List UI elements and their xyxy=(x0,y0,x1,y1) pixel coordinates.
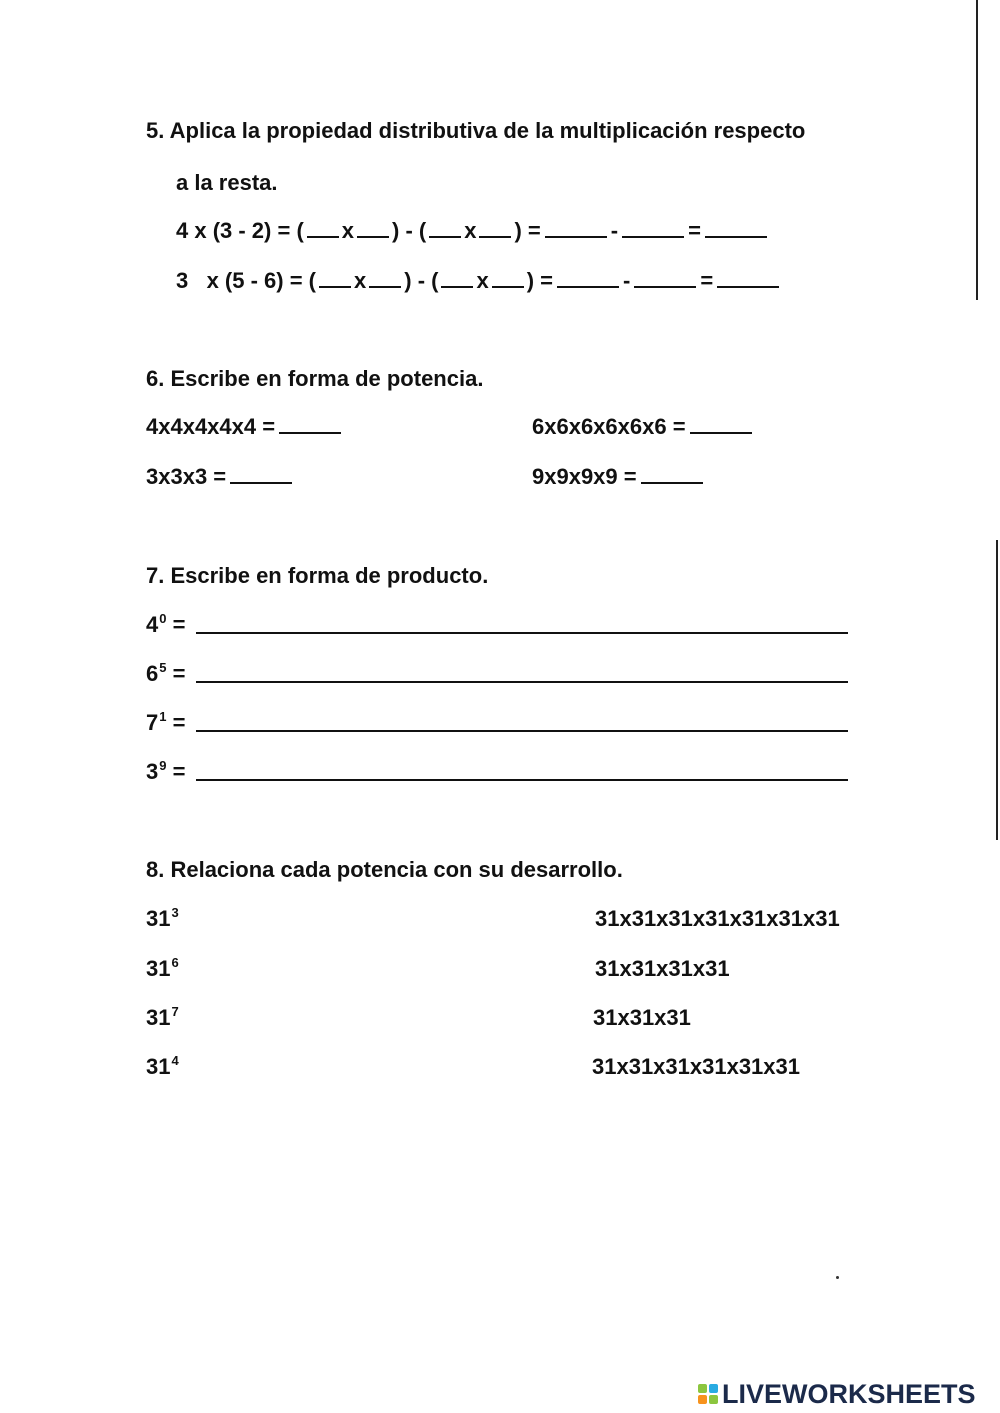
logo-square-orange xyxy=(698,1395,707,1404)
power-base: 3 xyxy=(146,759,159,784)
q8-power-1[interactable] xyxy=(146,906,179,935)
power-exponent: 5 xyxy=(159,660,167,675)
minus-sign: - xyxy=(623,268,631,293)
q6-item-4-label: 9x9x9x9 = xyxy=(532,464,637,489)
q8-expansion-2[interactable]: 31x31x31x31 xyxy=(595,956,730,981)
power-exponent: 7 xyxy=(171,1004,179,1019)
q7-item-4 xyxy=(146,759,185,788)
times-sign: x xyxy=(476,268,489,293)
logo-square-blue xyxy=(709,1384,718,1393)
scan-edge-top-right xyxy=(976,0,978,300)
power-exponent: 6 xyxy=(171,955,179,970)
equals-sign: = xyxy=(688,218,701,243)
q5-line-2-mid: ) - ( xyxy=(404,268,439,293)
blank-1a[interactable] xyxy=(307,218,339,238)
power-base: 31 xyxy=(146,956,171,981)
times-sign: x xyxy=(354,268,367,293)
q6-answer-4[interactable] xyxy=(641,464,703,484)
blank-2c[interactable] xyxy=(441,268,473,288)
q8-power-3[interactable] xyxy=(146,1005,179,1034)
power-base: 7 xyxy=(146,710,159,735)
minus-sign: - xyxy=(610,218,619,243)
q7-answer-line-4[interactable] xyxy=(196,779,848,781)
logo-text: LIVEWORKSHEETS xyxy=(722,1378,976,1409)
q7-item-2 xyxy=(146,661,185,690)
q8-power-2[interactable] xyxy=(146,956,179,985)
q5-line-1-close: ) = xyxy=(514,218,541,243)
power-base: 31 xyxy=(146,1005,171,1030)
power-base: 6 xyxy=(146,661,159,686)
q8-expansion-3[interactable]: 31x31x31 xyxy=(593,1005,691,1030)
scan-dot xyxy=(836,1276,839,1279)
q5-title: 5. Aplica la propiedad distributiva de la multiplicación respecto xyxy=(146,118,806,143)
q6-item-3-label: 3x3x3 = xyxy=(146,464,227,489)
power-base: 4 xyxy=(146,612,159,637)
power-exponent: 9 xyxy=(159,758,167,773)
blank-2f[interactable] xyxy=(634,268,696,288)
scan-edge-mid-right xyxy=(996,540,998,840)
q5-line-1-lead: 4 x (3 - 2) = ( xyxy=(176,218,304,243)
q6-item-1 xyxy=(146,414,345,440)
logo-square-green-2 xyxy=(709,1395,718,1404)
power-base: 31 xyxy=(146,1054,171,1079)
q6-item-2-label: 6x6x6x6x6x6 = xyxy=(532,414,686,439)
power-base: 31 xyxy=(146,906,171,931)
q7-answer-line-3[interactable] xyxy=(196,730,848,732)
q5-line-2 xyxy=(176,268,783,294)
q6-answer-3[interactable] xyxy=(230,464,292,484)
q7-title: 7. Escribe en forma de producto. xyxy=(146,563,489,588)
q7-item-1 xyxy=(146,612,185,641)
blank-1f[interactable] xyxy=(622,218,684,238)
q8-title: 8. Relaciona cada potencia con su desarrollo. xyxy=(146,857,623,882)
blank-2g[interactable] xyxy=(717,268,779,288)
q7-answer-line-1[interactable] xyxy=(196,632,848,634)
liveworksheets-logo xyxy=(698,1376,976,1412)
power-exponent: 4 xyxy=(171,1053,179,1068)
blank-1b[interactable] xyxy=(357,218,389,238)
q8-power-4[interactable] xyxy=(146,1054,179,1083)
times-sign: x xyxy=(341,218,355,243)
blank-2d[interactable] xyxy=(492,268,524,288)
blank-2b[interactable] xyxy=(369,268,401,288)
q5-title-continued: a la resta. xyxy=(176,170,278,195)
equals-sign: = xyxy=(172,710,186,735)
q8-expansion-1[interactable]: 31x31x31x31x31x31x31 xyxy=(595,906,840,931)
q5-line-2-close: ) = xyxy=(526,268,553,293)
equals-sign: = xyxy=(172,661,186,686)
q6-answer-2[interactable] xyxy=(690,414,752,434)
q5-line-1-mid: ) - ( xyxy=(392,218,427,243)
blank-2e[interactable] xyxy=(557,268,619,288)
logo-square-green xyxy=(698,1384,707,1393)
equals-sign: = xyxy=(172,759,186,784)
q8-expansion-4[interactable]: 31x31x31x31x31x31 xyxy=(592,1054,801,1079)
logo-mark-icon xyxy=(698,1384,718,1404)
q5-line-2-lead: 3 x (5 - 6) = ( xyxy=(176,268,316,293)
blank-1d[interactable] xyxy=(479,218,511,238)
q6-item-1-label: 4x4x4x4x4 = xyxy=(146,414,276,439)
q6-answer-1[interactable] xyxy=(279,414,341,434)
q6-item-2 xyxy=(532,414,756,440)
q7-item-3 xyxy=(146,710,185,739)
blank-1c[interactable] xyxy=(429,218,461,238)
q6-item-3 xyxy=(146,464,296,490)
q7-answer-line-2[interactable] xyxy=(196,681,848,683)
power-exponent: 1 xyxy=(159,709,167,724)
blank-1g[interactable] xyxy=(705,218,767,238)
equals-sign: = xyxy=(700,268,714,293)
q6-item-4 xyxy=(532,464,707,490)
equals-sign: = xyxy=(172,612,186,637)
blank-1e[interactable] xyxy=(545,218,607,238)
times-sign: x xyxy=(464,218,477,243)
power-exponent: 3 xyxy=(171,905,179,920)
power-exponent: 0 xyxy=(159,611,167,626)
q6-title: 6. Escribe en forma de potencia. xyxy=(146,366,484,391)
blank-2a[interactable] xyxy=(319,268,351,288)
q5-line-1 xyxy=(176,218,771,244)
